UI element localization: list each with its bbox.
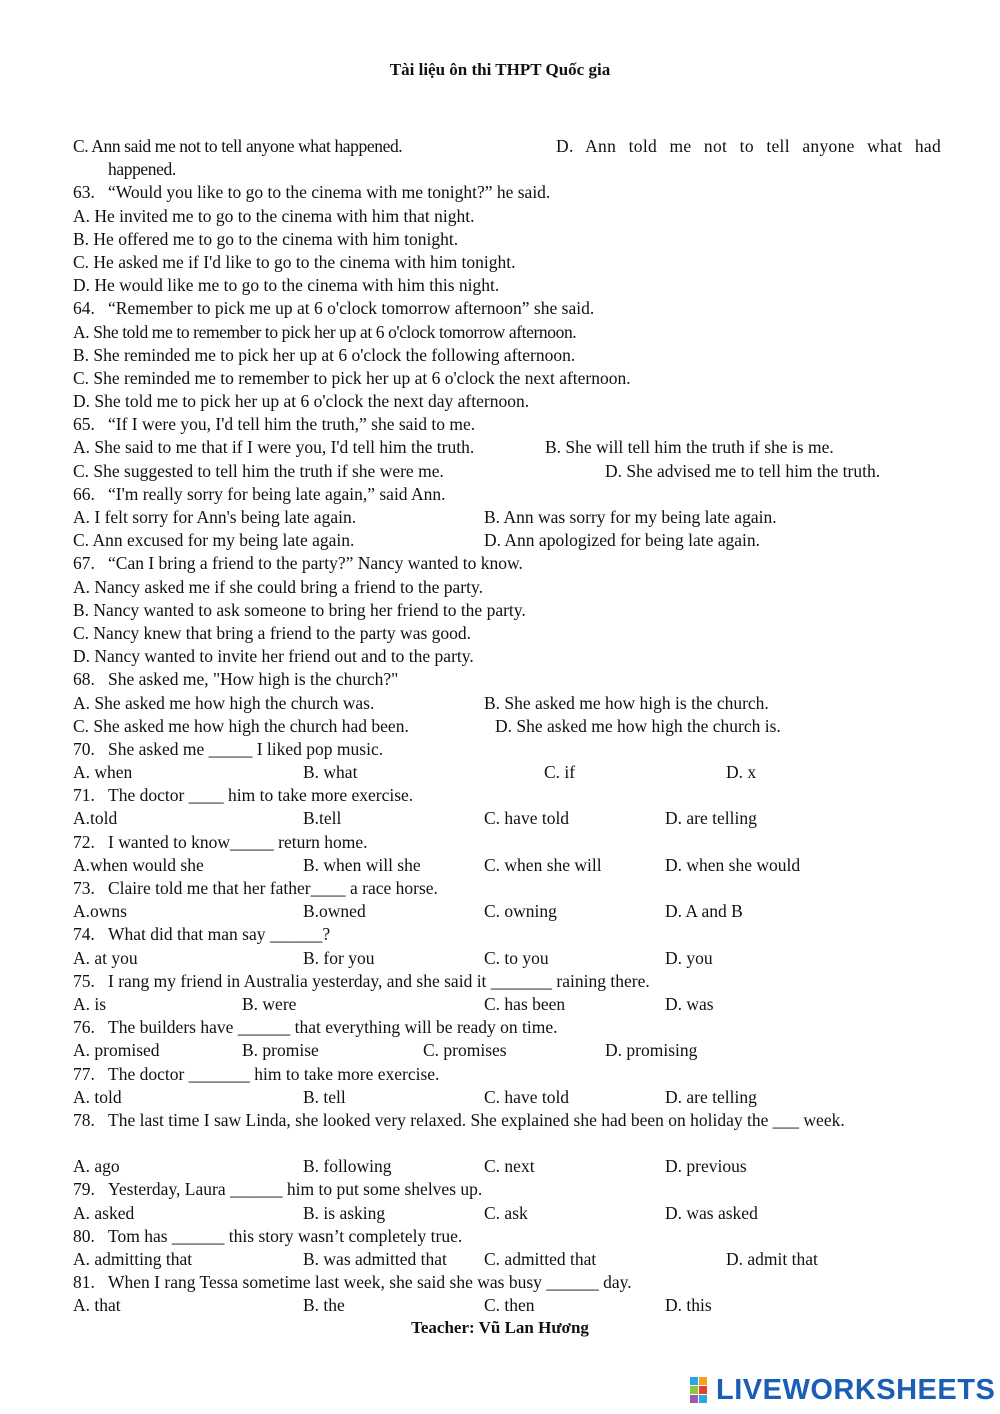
option-d: D. She advised me to tell him the truth. [605,460,881,481]
option-b: B. when will she [303,854,421,875]
options-row [73,993,941,1016]
options-row [73,1294,941,1317]
option-a: A. told [73,1086,122,1107]
option-d: D. previous [665,1156,747,1177]
options-row [73,1248,941,1271]
question-stem: Tom has ______ this story wasn’t completely true. [108,1225,463,1246]
option-a: A. that [73,1295,121,1316]
option-c: C. to you [484,947,549,968]
option-b: B. were [242,993,297,1014]
question-number: 68. [73,669,95,690]
option-c: C. if [544,762,576,783]
option-d: D. Nancy wanted to invite her friend out and to the party. [73,646,474,667]
question-stem: Claire told me that her father____ a race horse. [108,878,438,899]
option-a: A.owns [73,901,127,922]
option-b: B. following [303,1156,392,1177]
options-row [73,436,941,459]
options-row [73,1202,941,1225]
option-a: A. promised [73,1040,160,1061]
page-footer: Teacher: Vũ Lan Hương [411,1318,589,1337]
question-73 [73,877,941,900]
question-number: 64. [73,298,95,319]
option-c: C. have told [484,1086,570,1107]
option-a: A. asked [73,1202,135,1223]
worksheet-content [73,135,941,1318]
question-stem: When I rang Tessa sometime last week, she said she was busy ______ day. [108,1272,632,1293]
option-b: B. She will tell him the truth if she is me. [545,437,834,458]
liveworksheets-logo-text: LIVEWORKSHEETS [716,1373,996,1406]
option-d: D. this [665,1295,712,1316]
question-65 [73,413,941,436]
option-d: D. He would like me to go to the cinema with him this night. [73,275,500,296]
option-d: D. you [665,947,713,968]
option-c: C. then [484,1295,535,1316]
option-a: A. at you [73,947,138,968]
option-a: A. admitting that [73,1249,193,1270]
options-row [73,854,941,877]
liveworksheets-logo [690,1374,995,1406]
option-c: C. next [484,1156,535,1177]
option-a: A.when would she [73,854,204,875]
option-a: A. She asked me how high the church was. [73,692,375,713]
option-d: D. admit that [726,1249,818,1270]
question-stem: “Can I bring a friend to the party?” Nancy wanted to know. [108,553,523,574]
option-b: B. She reminded me to pick her up at 6 o'clock the following afternoon. [73,344,576,365]
question-number: 77. [73,1063,95,1084]
options-row [73,529,941,552]
page-header: Tài liệu ôn thi THPT Quốc gia [389,60,611,79]
option-d: D. She told me to pick her up at 6 o'clock the next day afternoon. [73,391,530,412]
question-stem: She asked me _____ I liked pop music. [108,738,384,759]
option-d: D. was [665,993,714,1014]
options-row [73,715,941,738]
options-row [73,761,941,784]
option-d: D. A and B [665,901,743,922]
option-c: C. admitted that [484,1249,597,1270]
question-number: 80. [73,1225,95,1246]
option-b: B. He offered me to go to the cinema with him tonight. [73,228,459,249]
question-number: 78. [73,1109,95,1130]
option-c: C. have told [484,808,570,829]
options-row [73,506,941,529]
question-stem: I rang my friend in Australia yesterday, and she said it _______ raining there. [108,970,650,991]
question-64 [73,297,941,320]
options-row [73,1086,941,1109]
option-b: B. for you [303,947,375,968]
option-c: C. promises [423,1040,507,1061]
question-75 [73,970,941,993]
question-stem: “Would you like to go to the cinema with me tonight?” he said. [108,182,551,203]
question-number: 72. [73,831,95,852]
option-d: D. was asked [665,1202,758,1223]
options-row [73,947,941,970]
option-a: A. ago [73,1156,120,1177]
question-71 [73,784,941,807]
question-80 [73,1225,941,1248]
question-number: 66. [73,483,95,504]
question-number: 81. [73,1272,95,1293]
question-68 [73,668,941,691]
question-77 [73,1063,941,1086]
option-b: B. was admitted that [303,1249,447,1270]
option-b: B. She asked me how high is the church. [484,692,769,713]
question-number: 79. [73,1179,95,1200]
option-a: A.told [73,808,118,829]
question-stem: The builders have ______ that everything will be ready on time. [108,1017,558,1038]
question-number: 71. [73,785,95,806]
question-stem: “Remember to pick me up at 6 o'clock tomorrow afternoon” she said. [108,298,595,319]
question-stem: “If I were you, I'd tell him the truth,” she said to me. [108,414,476,435]
options-row [73,807,941,830]
question-number: 75. [73,970,95,991]
option-d: D. Ann apologized for being late again. [484,530,761,551]
question-number: 73. [73,878,95,899]
question-stem: The doctor _______ him to take more exercise. [108,1063,440,1084]
option-b: B.tell [303,808,342,829]
option-a: A. Nancy asked me if she could bring a friend to the party. [73,576,483,597]
question-78 [73,1109,941,1155]
question-62-options [73,135,941,181]
question-stem: The last time I saw Linda, she looked very relaxed. She explained she had been on holiday the ___ week. [108,1109,845,1130]
option-a: A. is [73,993,107,1014]
option-b: B.owned [303,901,366,922]
options-row [73,900,941,923]
question-number: 67. [73,553,95,574]
option-d: D. She asked me how high the church is. [495,715,781,736]
question-number: 65. [73,414,95,435]
option-c: C. owning [484,901,557,922]
option-a: A. when [73,762,133,783]
option-c: C. Ann said me not to tell anyone what happened. [73,136,403,156]
question-stem: She asked me, "How high is the church?" [108,669,399,690]
question-72 [73,831,941,854]
question-76 [73,1016,941,1039]
option-c: C. He asked me if I'd like to go to the cinema with him tonight. [73,251,516,272]
option-d: D. are telling [665,808,757,829]
option-c: C. Ann excused for my being late again. [73,530,355,551]
question-63 [73,181,941,204]
option-d-continuation: happened. [108,159,176,180]
question-66 [73,483,941,506]
option-c: C. has been [484,993,566,1014]
option-b: B. Ann was sorry for my being late again. [484,507,777,528]
question-stem: What did that man say ______? [108,924,331,945]
option-b: B. is asking [303,1202,386,1223]
option-a: A. He invited me to go to the cinema with him that night. [73,205,475,226]
option-d: D. x [726,762,757,783]
question-67 [73,552,941,575]
option-c: C. Nancy knew that bring a friend to the party was good. [73,622,472,643]
question-number: 74. [73,924,95,945]
options-row [73,1155,941,1178]
option-b: B. what [303,762,358,783]
option-d: D. Ann told me not to tell anyone what had [556,136,941,156]
question-stem: “I'm really sorry for being late again,” said Ann. [108,483,446,504]
option-c: C. She suggested to tell him the truth if she were me. [73,460,444,481]
option-c: C. She asked me how high the church had been. [73,715,409,736]
options-row [73,460,941,483]
question-stem: I wanted to know_____ return home. [108,831,368,852]
option-b: B. the [303,1295,345,1316]
option-b: B. promise [242,1040,319,1061]
question-74 [73,923,941,946]
question-81 [73,1271,941,1294]
question-number: 76. [73,1017,95,1038]
question-number: 70. [73,738,95,759]
options-row [73,692,941,715]
liveworksheets-logo-icon [690,1377,712,1403]
option-d: D. when she would [665,854,801,875]
option-c: C. She reminded me to remember to pick her up at 6 o'clock the next afternoon. [73,367,631,388]
question-70 [73,738,941,761]
option-c: C. ask [484,1202,528,1223]
question-stem: Yesterday, Laura ______ him to put some shelves up. [108,1179,483,1200]
option-d: D. are telling [665,1086,757,1107]
option-a: A. She told me to remember to pick her up at 6 o'clock tomorrow afternoon. [73,321,577,342]
option-a: A. I felt sorry for Ann's being late again. [73,507,357,528]
option-c: C. when she will [484,854,602,875]
question-number: 63. [73,182,95,203]
option-b: B. tell [303,1086,346,1107]
option-b: B. Nancy wanted to ask someone to bring her friend to the party. [73,599,526,620]
option-a: A. She said to me that if I were you, I'd tell him the truth. [73,437,475,458]
question-79 [73,1178,941,1201]
question-stem: The doctor ____ him to take more exercise. [108,785,414,806]
options-row [73,1039,941,1062]
option-d: D. promising [605,1040,698,1061]
